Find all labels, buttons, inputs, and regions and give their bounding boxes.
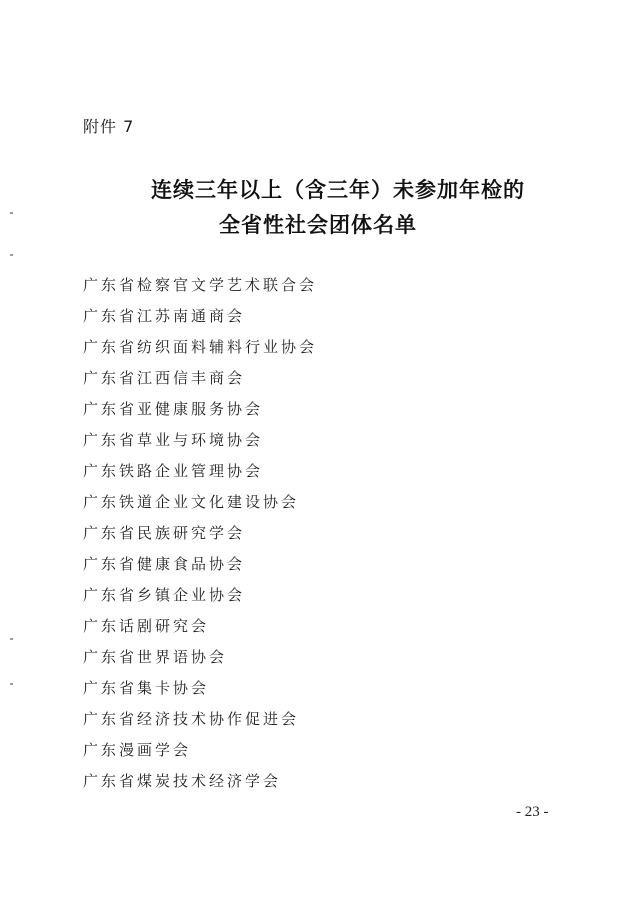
list-item: 广东省世界语协会 bbox=[83, 648, 228, 666]
list-item: 广东铁道企业文化建设协会 bbox=[83, 493, 300, 511]
list-item: 广东省民族研究学会 bbox=[83, 524, 246, 542]
title-line-1: 连续三年以上（含三年）未参加年检的 bbox=[151, 177, 525, 202]
list-item: 广东省纺织面料辅料行业协会 bbox=[83, 338, 318, 356]
title-line-2: 全省性社会团体名单 bbox=[219, 212, 417, 237]
list-item: 广东省健康食品协会 bbox=[83, 555, 246, 573]
list-item: 广东省集卡协会 bbox=[83, 679, 210, 697]
list-item: 广东漫画学会 bbox=[83, 741, 192, 759]
scan-artifact bbox=[10, 254, 13, 256]
attachment-label: 附件 7 bbox=[83, 117, 135, 136]
scan-artifact bbox=[10, 638, 13, 640]
list-item: 广东省乡镇企业协会 bbox=[83, 586, 246, 604]
document-title bbox=[0, 172, 636, 242]
list-item: 广东铁路企业管理协会 bbox=[83, 462, 264, 480]
list-item: 广东省江苏南通商会 bbox=[83, 307, 246, 325]
list-item: 广东省江西信丰商会 bbox=[83, 369, 246, 387]
list-item: 广东省草业与环境协会 bbox=[83, 431, 264, 449]
list-item: 广东省经济技术协作促进会 bbox=[83, 710, 300, 728]
list-item: 广东省检察官文学艺术联合会 bbox=[83, 276, 318, 294]
scan-artifact bbox=[10, 683, 13, 685]
list-item: 广东话剧研究会 bbox=[83, 617, 210, 635]
page-number: - 23 - bbox=[516, 804, 549, 820]
list-item: 广东省亚健康服务协会 bbox=[83, 400, 264, 418]
list-item: 广东省煤炭技术经济学会 bbox=[83, 772, 282, 790]
organization-list bbox=[83, 273, 317, 800]
